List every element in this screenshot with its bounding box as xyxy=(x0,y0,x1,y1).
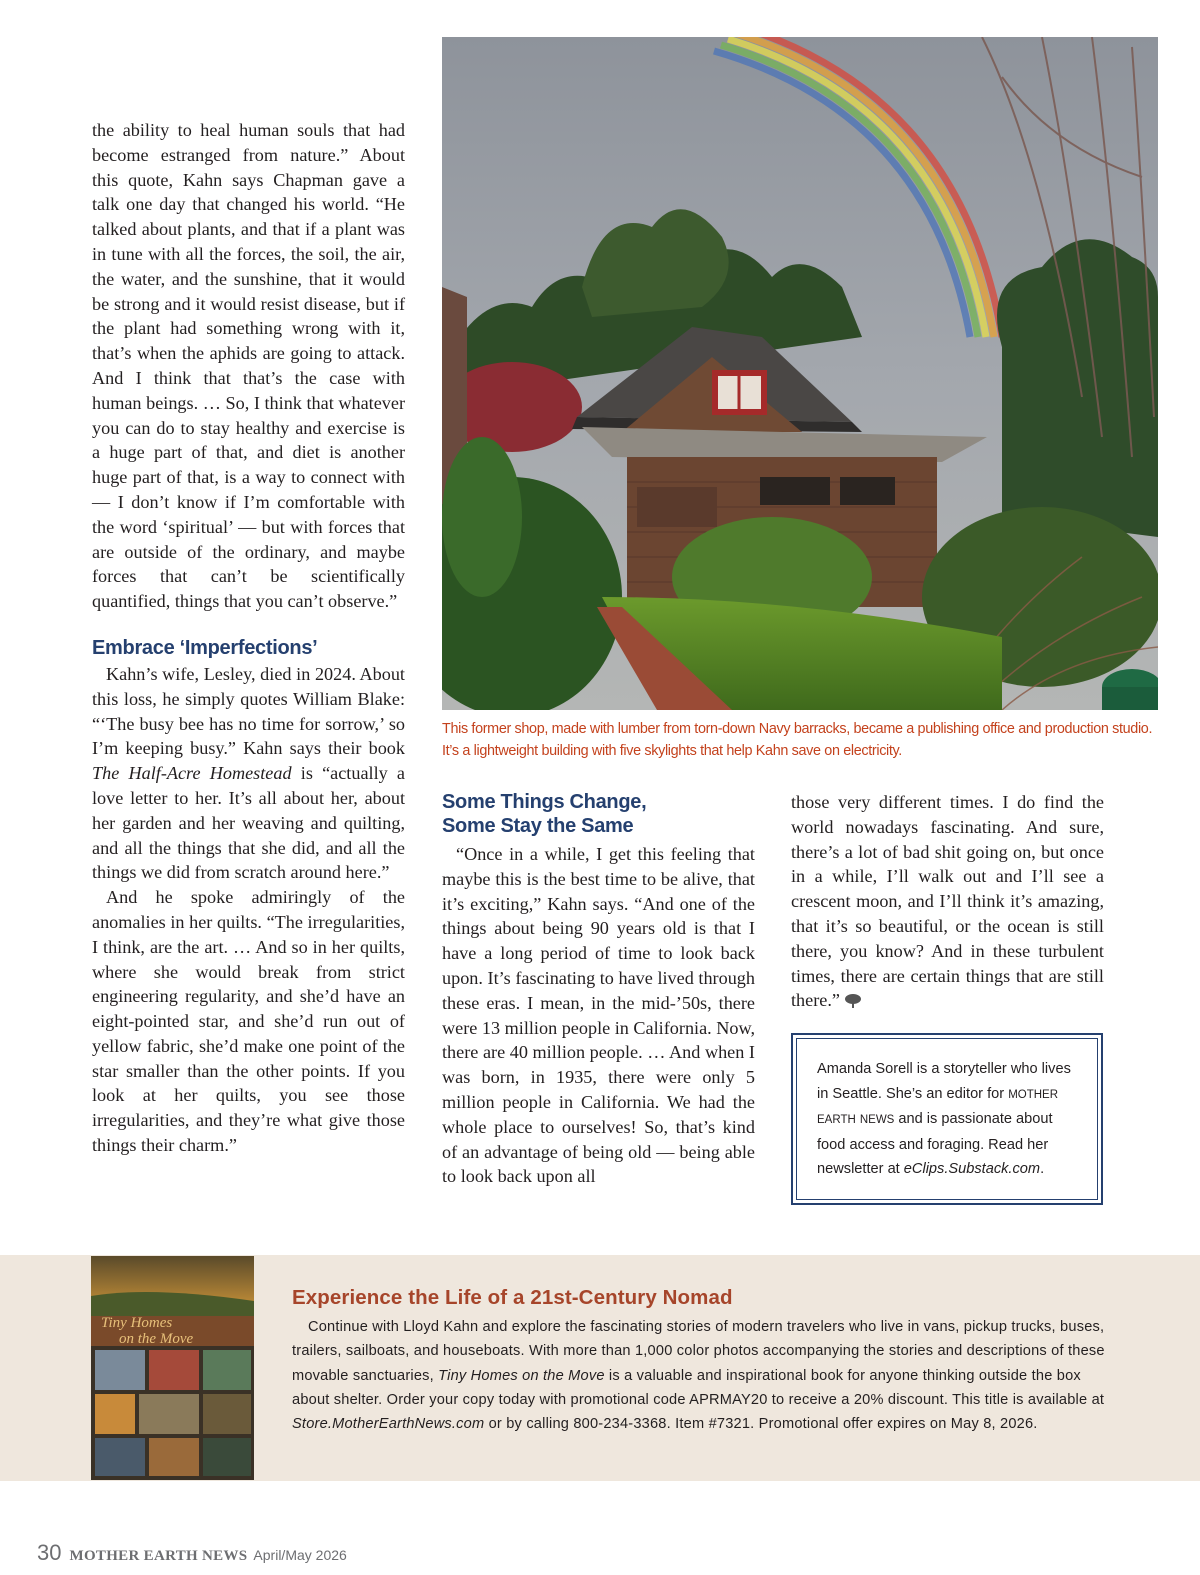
section-heading: Some Things Change, Some Stay the Same xyxy=(442,791,647,837)
store-link[interactable]: Store.MotherEarthNews.com xyxy=(292,1416,485,1433)
page-footer xyxy=(37,1540,347,1564)
page-number: 30 xyxy=(37,1540,62,1565)
body-paragraph: Kahn’s wife, Lesley, died in 2024. About this loss, he simply quotes William Blake: “‘The busy bee has no time for sorrow,’ so I’m keeping busy.” Kahn says their book The Half-Acre Homestead is “actually a love letter to her. It’s all about her, about her garden and her weaving and quilting, and all the things that she did, and all the things we did from scratch around here.” xyxy=(92,663,406,883)
body-paragraph: And he spoke admiringly of the anomalies in her quilts. “The irregularities, I think, are the art. … And so in her quilts, where she would break from strict engineering regularity, and she’d have an eight-pointed star, and she’d run out of yellow fabric, she’d make one point of the star smaller than the other points. If you look at her quilts, you see those irregularities, and they’re what give those things their charm.” xyxy=(92,887,405,1156)
article-column-2 xyxy=(442,790,755,1189)
body-paragraph: those very different times. I do find the world nowadays fascinating. And sure, there’s a lot of bad shit going on, but once in a while, I’ll walk out and I’ll see a crescent moon, and I’ll think it’s amazing, that it’s so beautiful, or the ocean is still there, you know? And in these turbulent times, there are certain things that are still there.” xyxy=(791,792,1104,1011)
tree-end-mark-icon xyxy=(844,991,862,1007)
promo-title: Experience the Life of a 21st-Century Nomad xyxy=(292,1286,733,1309)
section-heading: Embrace ‘Imperfections’ xyxy=(92,636,318,659)
issue-date: April/May 2026 xyxy=(253,1547,347,1563)
book-cover-image[interactable] xyxy=(91,1256,254,1480)
promo-paragraph: Continue with Lloyd Kahn and explore the fascinating stories of modern travelers who live in vans, pickup trucks, buses, trailers, sailboats, and houseboats. With more than 1,000 color photos accompanying the stories and descriptions of these movable sanctuaries, Tiny Homes on the Move is a valuable and inspirational book for anyone thinking outside the box about shelter. Order your copy today with promotional code APRMAY20 to receive a 20% discount. This title is available at Store.MotherEarthNews.com or by calling 800-234-3368. Item #7321. Promotional offer expires on May 8, 2026. xyxy=(292,1319,1105,1433)
book-cover-title-line2: on the Move xyxy=(119,1331,194,1347)
body-paragraph: “Once in a while, I get this feeling that maybe this is the best time to be alive, that it’s exciting,” Kahn says. “And one of the things about being 90 years old is that I have a long period of time to look back upon. It’s fascinating to have lived through these eras. I mean, in the mid-’50s, there were 13 million people in California. Now, there are 40 million people. … And when I was born, in 1935, there were only 5 million people in California. We had the whole place to ourselves! So, that’s kind of an advantage of being old — being able to look back upon all xyxy=(442,844,755,1187)
article-column-1 xyxy=(92,118,405,1158)
promo-body xyxy=(292,1315,1110,1436)
body-paragraph: the ability to heal human souls that had become estranged from nature.” About this quote, Kahn says Chapman gave a talk one day that changed his world. “He talked about plants, and that if a plant was in tune with all the forces, the soil, the air, the water, and the sunshine, that it would be strong and it would resist disease, but if the plant had something wrong with it, that’s when the aphids are going to attack. And I think that that’s the case with human beings. … So, I think that whatever you can do to stay healthy and exercise is a huge part of that, and diet is another huge part of that, is a way to connect with — I don’t know if I’m comfortable with the word ‘spiritual’ — but with forces that are outside of the ordinary, and maybe forces that can’t be scientifically quantified, things that you can’t observe.” xyxy=(92,120,405,612)
house-rainbow-photo xyxy=(442,37,1158,710)
newsletter-link[interactable]: eClips.Substack.com xyxy=(903,1161,1041,1177)
magazine-name: MOTHER EARTH NEWS xyxy=(69,1548,248,1564)
book-cover-title-line1: Tiny Homes xyxy=(101,1315,173,1331)
author-bio-text: Amanda Sorell is a storyteller who lives in Seattle. She’s an editor for MOTHER EARTH NEWS and is passionate about food access and foraging. Read her newsletter at eClips.Substack.com. xyxy=(796,1038,1098,1200)
author-bio-box xyxy=(791,1033,1103,1205)
photo-caption: This former shop, made with lumber from torn-down Navy barracks, became a publishing office and production studio. It’s a lightweight building with five skylights that help Kahn save on electricity. xyxy=(442,721,1153,759)
book-title: The Half-Acre Homestead xyxy=(92,763,292,784)
promo-book-title: Tiny Homes on the Move xyxy=(438,1367,605,1384)
article-column-3 xyxy=(791,790,1104,1013)
